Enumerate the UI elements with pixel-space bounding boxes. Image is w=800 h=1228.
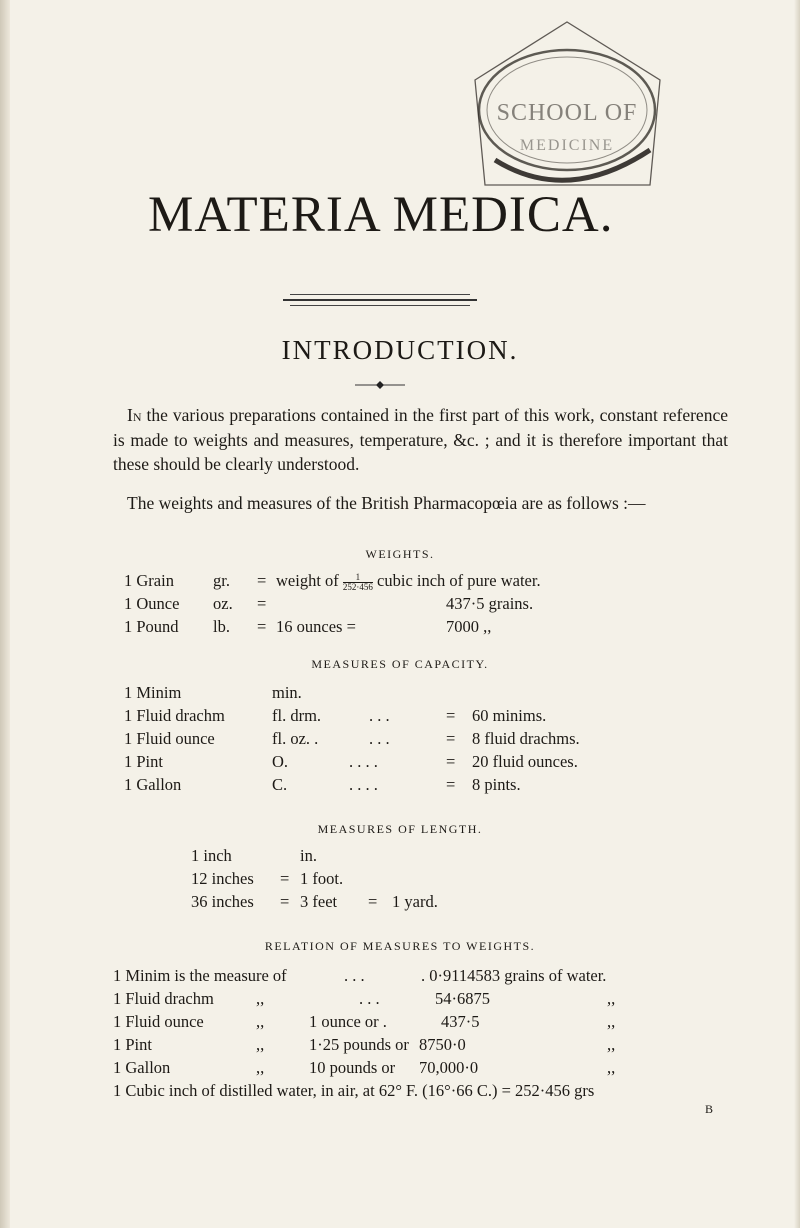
- weight-abbr: oz.: [213, 594, 233, 613]
- relation-dots: . . .: [344, 966, 365, 985]
- capacity-equals: =: [446, 752, 456, 771]
- relation-left: 1 Gallon: [113, 1058, 171, 1077]
- relation-value: 8750·0: [419, 1035, 466, 1054]
- relation-value: 70,000·0: [419, 1058, 479, 1077]
- page-right-edge: [794, 0, 800, 1228]
- section-heading: INTRODUCTION.: [281, 335, 519, 365]
- weight-value: 7000 ,,: [446, 617, 492, 636]
- relation-value: . 0·9114583 grains of water.: [421, 966, 607, 985]
- capacity-value: 8 fluid drachms.: [472, 729, 580, 748]
- relation-ditto-tail: ,,: [607, 1012, 616, 1031]
- weight-equals: =: [257, 571, 267, 590]
- weight-unit: 1 Grain: [124, 571, 174, 590]
- relation-value: 54·6875: [435, 989, 490, 1008]
- weight-desc-text-2: cubic inch of pure water.: [377, 571, 541, 590]
- title-rule-top: [290, 294, 470, 295]
- capacity-unit: 1 Fluid drachm: [124, 706, 225, 725]
- length-value: in.: [300, 846, 317, 865]
- relation-heading: RELATION OF MEASURES TO WEIGHTS.: [264, 939, 536, 953]
- capacity-abbr: O.: [272, 752, 289, 771]
- stamp-text-bottom: MEDICINE: [519, 137, 615, 154]
- capacity-abbr: fl. drm.: [272, 706, 322, 725]
- relation-ditto: ,,: [256, 1035, 265, 1054]
- stamp-graphic: [455, 10, 680, 195]
- relation-left: 1 Fluid drachm: [113, 989, 214, 1008]
- capacity-value: 60 minims.: [472, 706, 547, 725]
- relation-value: 437·5: [441, 1012, 480, 1031]
- length-unit: 36 inches: [191, 892, 254, 911]
- fraction-denominator: 252·456: [342, 581, 373, 592]
- weights-heading: WEIGHTS.: [365, 547, 435, 561]
- length-unit: 12 inches: [191, 869, 254, 888]
- capacity-heading: MEASURES OF CAPACITY.: [311, 657, 489, 671]
- weight-unit: 1 Ounce: [124, 594, 180, 613]
- relation-dots: . . .: [359, 989, 380, 1008]
- capacity-value: 8 pints.: [472, 775, 521, 794]
- weight-value: 437·5 grains.: [446, 594, 534, 613]
- relation-ditto-tail: ,,: [607, 1058, 616, 1077]
- capacity-unit: 1 Minim: [124, 683, 182, 702]
- fraction-numerator: 1: [343, 573, 373, 583]
- relation-mid: 1 ounce or .: [309, 1012, 387, 1031]
- relation-left: 1 Minim is the measure of: [113, 966, 287, 985]
- capacity-abbr: min.: [272, 683, 302, 702]
- capacity-equals: =: [446, 775, 456, 794]
- length-equals: =: [280, 892, 290, 911]
- stamp-text-top: SCHOOL OF: [496, 100, 638, 126]
- capacity-value: 20 fluid ounces.: [472, 752, 578, 771]
- capacity-unit: 1 Gallon: [124, 775, 182, 794]
- relation-left: 1 Fluid ounce: [113, 1012, 204, 1031]
- signature-mark: B: [705, 1102, 714, 1116]
- title-rule-middle: [283, 299, 477, 301]
- relation-mid: 10 pounds or: [309, 1058, 396, 1077]
- length-heading: MEASURES OF LENGTH.: [317, 822, 483, 836]
- intro-paragraph-1: [113, 403, 728, 477]
- weight-abbr: lb.: [213, 617, 230, 636]
- length-value-2: 1 yard.: [392, 892, 438, 911]
- length-value: 3 feet: [300, 892, 338, 911]
- library-stamp: [455, 10, 680, 195]
- relation-ditto: ,,: [256, 1012, 265, 1031]
- relation-ditto: ,,: [256, 1058, 265, 1077]
- relation-mid: 1·25 pounds or: [309, 1035, 409, 1054]
- weight-equals: =: [257, 617, 267, 636]
- intro-first-word: In: [127, 405, 142, 425]
- capacity-equals: =: [446, 706, 456, 725]
- capacity-dots: . . . .: [349, 752, 378, 771]
- length-equals-2: =: [368, 892, 378, 911]
- relation-ditto-tail: ,,: [607, 1035, 616, 1054]
- weight-abbr: gr.: [213, 571, 230, 590]
- weight-equals: =: [257, 594, 267, 613]
- capacity-dots: . . .: [369, 706, 390, 725]
- length-unit: 1 inch: [191, 846, 232, 865]
- page-binding-edge: [0, 0, 10, 1228]
- capacity-dots: . . . .: [349, 775, 378, 794]
- capacity-abbr: fl. oz. .: [272, 729, 319, 748]
- page-title: MATERIA MEDICA.: [148, 187, 614, 243]
- intro-paragraph-2: The weights and measures of the British Pharmacopœia are as follows :—: [127, 493, 646, 513]
- length-equals: =: [280, 869, 290, 888]
- weight-fraction: [343, 573, 373, 592]
- capacity-equals: =: [446, 729, 456, 748]
- capacity-abbr: C.: [272, 775, 288, 794]
- weight-mid: 16 ounces =: [276, 617, 356, 636]
- relation-ditto-tail: ,,: [607, 989, 616, 1008]
- relation-ditto: ,,: [256, 989, 265, 1008]
- relation-cubic-inch: 1 Cubic inch of distilled water, in air, at 62° F. (16°·66 C.) = 252·456 grs: [113, 1081, 595, 1100]
- capacity-unit: 1 Fluid ounce: [124, 729, 215, 748]
- weight-desc: [276, 571, 541, 592]
- capacity-dots: . . .: [369, 729, 390, 748]
- heading-ornament: [355, 381, 405, 389]
- intro-p1-text: the various preparations contained in the first part of this work, constant reference is made to weights and measures, temperature, &c. ; and it is therefore important that these should be clearly understood.: [113, 405, 728, 475]
- weight-unit: 1 Pound: [124, 617, 179, 636]
- capacity-unit: 1 Pint: [124, 752, 163, 771]
- relation-left: 1 Pint: [113, 1035, 152, 1054]
- title-rule-bottom: [290, 305, 470, 306]
- length-value: 1 foot.: [300, 869, 344, 888]
- weight-desc-text: weight of: [276, 571, 339, 590]
